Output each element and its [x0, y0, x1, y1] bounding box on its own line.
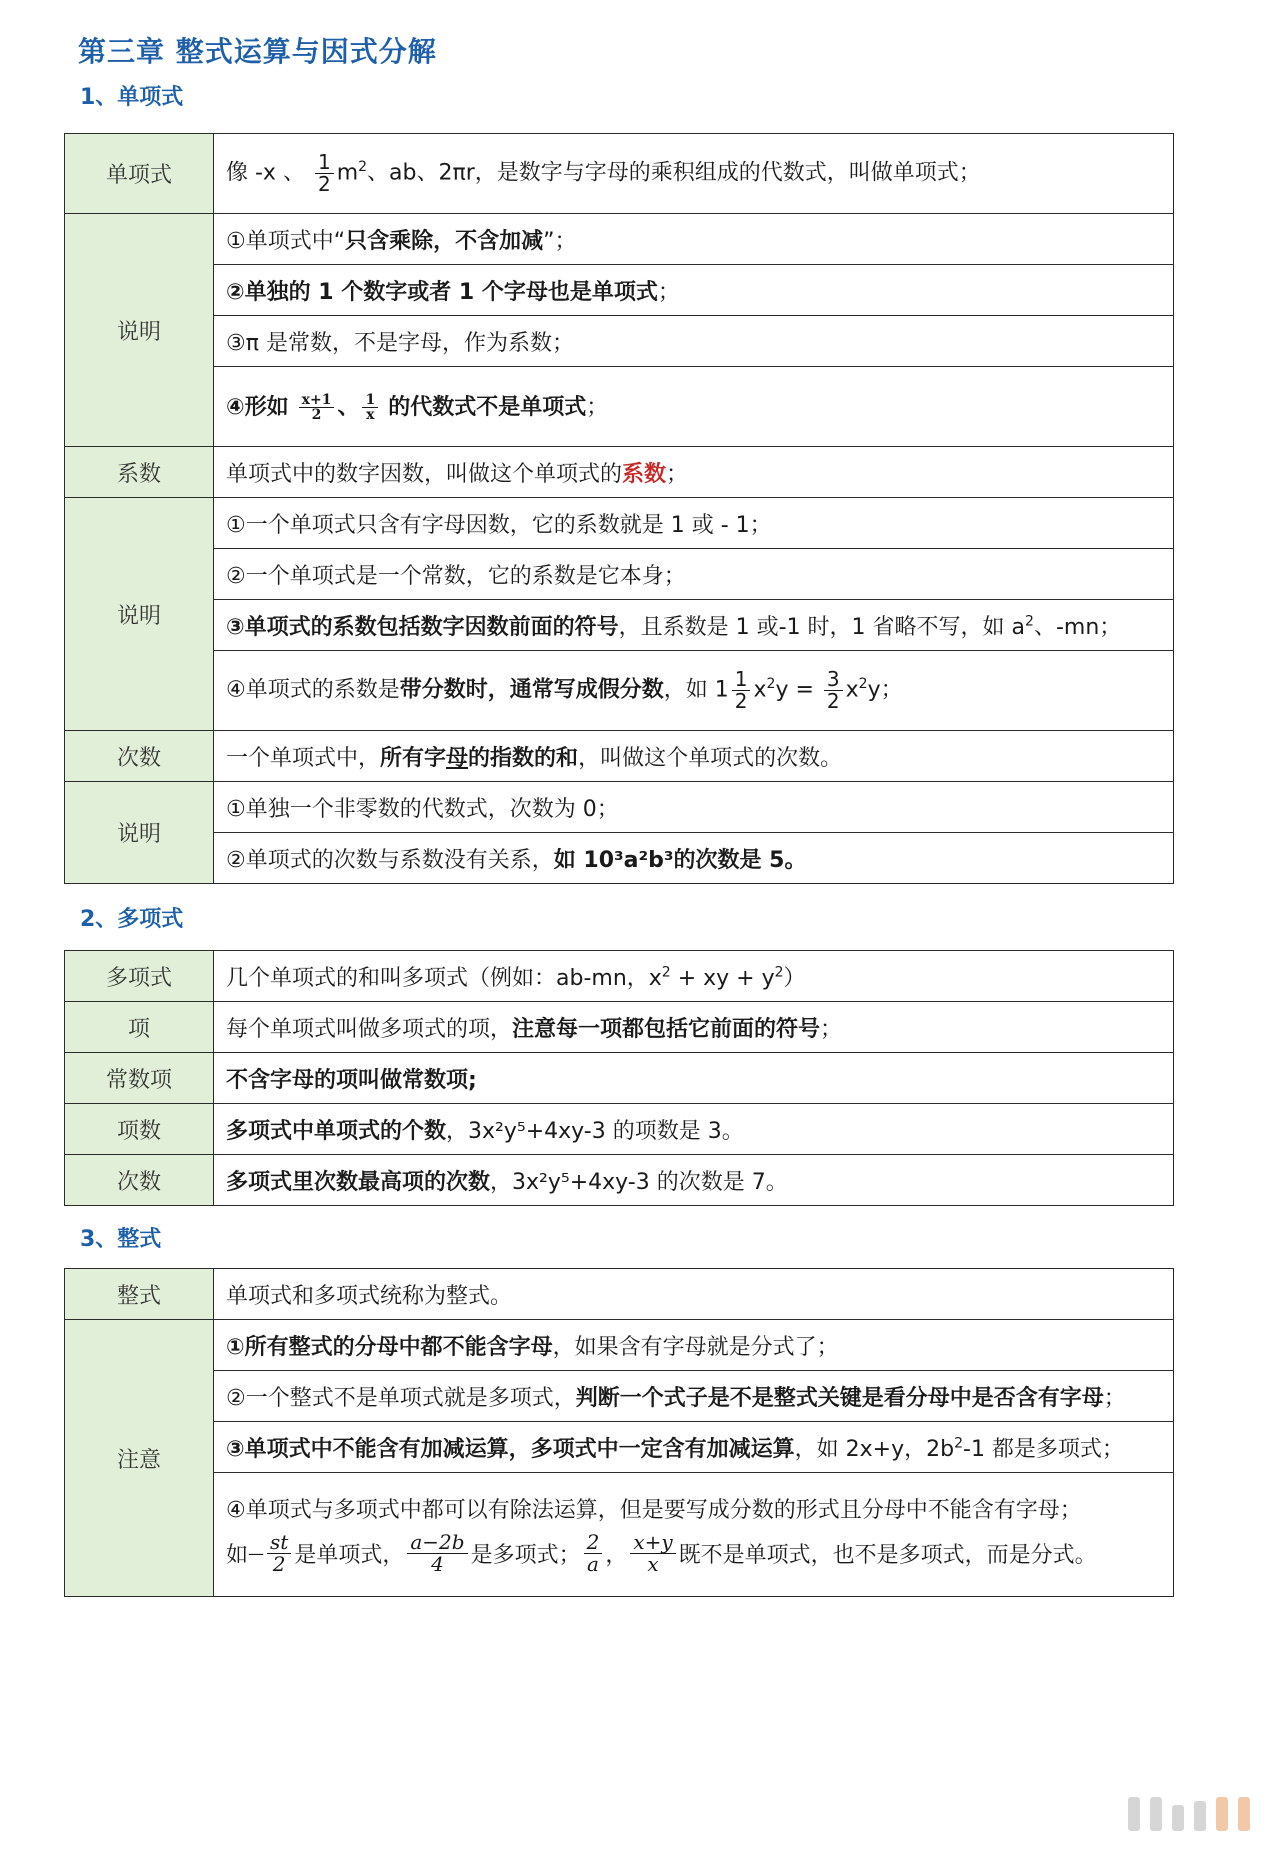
- row-content: [214, 600, 1174, 651]
- text: 是多项式；: [470, 1543, 581, 1568]
- table-row: [65, 833, 1174, 884]
- row-content: [214, 1473, 1174, 1597]
- numerator: 1: [362, 393, 378, 409]
- bold-text: 如 10³a²b³的次数是 5。: [553, 847, 807, 873]
- text: x: [845, 677, 859, 703]
- text: ，3x²y⁵+4xy-3 的项数是 3。: [446, 1118, 744, 1144]
- fraction: [267, 1532, 291, 1575]
- bold-text: 带分数时，通常写成假分数: [399, 677, 664, 703]
- table-row: [65, 600, 1174, 651]
- numerator: 2: [584, 1532, 603, 1554]
- row-content: [214, 731, 1174, 782]
- row-label: 说明: [65, 782, 214, 884]
- fraction: [824, 669, 843, 712]
- table-row: [65, 367, 1174, 447]
- row-content: [214, 1320, 1174, 1371]
- row-label: 次数: [65, 1155, 214, 1206]
- superscript: 2: [358, 159, 368, 176]
- text: -1 都是多项式；: [963, 1436, 1124, 1462]
- text: ，如果含有字母就是分式了；: [552, 1334, 839, 1360]
- section-title-monomial: 1、单项式: [80, 85, 184, 110]
- bold-text: 注意每一项都包括它前面的符号: [512, 1016, 821, 1042]
- row-content: [214, 367, 1174, 447]
- fraction: [630, 1532, 675, 1575]
- integral-expression-table: [64, 1268, 1174, 1597]
- row-content: [214, 134, 1174, 214]
- text: ；: [1103, 1385, 1126, 1411]
- table-row: [65, 1104, 1174, 1155]
- superscript: 2: [661, 964, 671, 981]
- text: ”；: [543, 228, 577, 254]
- table-row: [65, 782, 1174, 833]
- row-content: [214, 651, 1174, 731]
- bold-text: ④形如: [226, 394, 289, 420]
- text: y =: [775, 677, 821, 703]
- bold-text: 只含乘除，不含加减: [345, 228, 544, 254]
- row-label: 系数: [65, 447, 214, 498]
- table-row: [65, 134, 1174, 214]
- superscript: 2: [858, 676, 868, 693]
- text: + xy + y: [670, 965, 775, 991]
- table-row: [65, 1320, 1174, 1371]
- text: x: [753, 677, 767, 703]
- fraction: [584, 1532, 603, 1575]
- row-label: 多项式: [65, 951, 214, 1002]
- bold-text: 所有字: [380, 745, 447, 771]
- row-content: [214, 951, 1174, 1002]
- text: y；: [867, 677, 903, 703]
- text: ，: [605, 1543, 628, 1568]
- text: ④单项式的系数是: [226, 677, 400, 703]
- fraction: [732, 669, 751, 712]
- section-title-polynomial: 2、多项式: [80, 907, 184, 932]
- bold-text: 多项式中单项式的个数: [226, 1118, 447, 1144]
- table-row: [65, 265, 1174, 316]
- bold-text: 的代数式不是单项式: [388, 394, 587, 420]
- denominator: 2: [272, 1552, 286, 1576]
- superscript: 2: [954, 1435, 963, 1452]
- denominator: 2: [826, 689, 840, 713]
- row-content: ①单独一个非零数的代数式，次数为 0；: [214, 782, 1174, 833]
- row-label: 项: [65, 1002, 214, 1053]
- table-row: [65, 1155, 1174, 1206]
- bold-text: 、: [337, 394, 360, 420]
- bold-text: ③单项式中不能含有加减运算，多项式中一定含有加减运算: [226, 1436, 795, 1462]
- numerator: x+y: [630, 1532, 675, 1554]
- fraction: [362, 393, 378, 423]
- fraction: [407, 1532, 467, 1575]
- row-label: 整式: [65, 1269, 214, 1320]
- row-content: ③π 是常数，不是字母，作为系数；: [214, 316, 1174, 367]
- chapter-title: 第三章 整式运算与因式分解: [78, 35, 437, 68]
- row-content: [214, 833, 1174, 884]
- section-title-integral-expression: 3、整式: [80, 1227, 162, 1252]
- text: 像 -x 、: [226, 160, 305, 186]
- text: ；: [657, 279, 680, 305]
- text: 、-mn；: [1033, 614, 1122, 640]
- minus-sign: —: [248, 1544, 265, 1563]
- numerator: st: [267, 1532, 291, 1554]
- text: ，叫做这个单项式的次数。: [578, 745, 843, 771]
- table-row: [65, 1473, 1174, 1597]
- table-row: [65, 447, 1174, 498]
- denominator: 2: [317, 172, 331, 196]
- text: ②一个整式不是单项式就是多项式，: [226, 1385, 576, 1411]
- row-content: ②一个单项式是一个常数，它的系数是它本身；: [214, 549, 1174, 600]
- numerator: 3: [824, 669, 843, 691]
- row-label: 说明: [65, 214, 214, 447]
- row-content: [214, 214, 1174, 265]
- text: 几个单项式的和叫多项式（例如：ab-mn，x: [226, 965, 662, 991]
- table-row: [65, 498, 1174, 549]
- row-content: [214, 1422, 1174, 1473]
- text: m: [336, 160, 359, 186]
- fraction: [299, 393, 335, 423]
- table-row: [65, 951, 1174, 1002]
- bold-text: 的指数的和: [468, 745, 579, 771]
- row-content: 单项式和多项式统称为整式。: [214, 1269, 1174, 1320]
- text: 如: [226, 1543, 249, 1568]
- row-content: [214, 1371, 1174, 1422]
- table-row: [65, 316, 1174, 367]
- denominator: x: [647, 1552, 659, 1576]
- row-label: 说明: [65, 498, 214, 731]
- row-label: 次数: [65, 731, 214, 782]
- table-row: [65, 214, 1174, 265]
- table-row: [65, 1002, 1174, 1053]
- table-row: [65, 1371, 1174, 1422]
- bold-text: ②单独的 1 个数字或者 1 个字母也是单项式: [226, 279, 658, 305]
- row-label: 注意: [65, 1320, 214, 1597]
- text: ，3x²y⁵+4xy-3 的次数是 7。: [490, 1169, 788, 1195]
- superscript: 2: [1025, 613, 1034, 630]
- text: 既不是单项式，也不是多项式，而是分式。: [678, 1543, 1097, 1568]
- underlined-text: 母: [446, 745, 469, 771]
- watermark-bars-icon: [1128, 1797, 1250, 1831]
- text: 、ab、2πr，是数字与字母的乘积组成的代数式，叫做单项式；: [367, 160, 981, 186]
- row-content: [214, 1155, 1174, 1206]
- text: ）: [783, 965, 806, 991]
- denominator: 4: [431, 1552, 444, 1576]
- row-content: ①一个单项式只含有字母因数，它的系数就是 1 或 - 1；: [214, 498, 1174, 549]
- table-row: [65, 549, 1174, 600]
- text: ；: [666, 461, 689, 487]
- highlight-text: 系数: [622, 461, 667, 487]
- text: ，且系数是 1 或-1 时，1 省略不写，如 a: [618, 614, 1026, 640]
- denominator: 2: [311, 407, 322, 424]
- superscript: 2: [774, 964, 784, 981]
- fraction: [315, 152, 334, 195]
- denominator: x: [366, 407, 375, 424]
- numerator: a−2b: [407, 1532, 467, 1554]
- text: ；: [820, 1016, 843, 1042]
- text: ④单项式与多项式中都可以有除法运算，但是要写成分数的形式且分母中不能含有字母；: [226, 1498, 1082, 1523]
- row-content: [214, 1002, 1174, 1053]
- text: 一个单项式中，: [226, 745, 381, 771]
- text: ，如 2x+y，2b: [794, 1436, 955, 1462]
- table-row: [65, 1269, 1174, 1320]
- table-row: [65, 651, 1174, 731]
- text: ①单项式中“: [226, 228, 346, 254]
- row-content: 不含字母的项叫做常数项;: [214, 1053, 1174, 1104]
- row-content: [214, 1104, 1174, 1155]
- polynomial-table: [64, 950, 1174, 1206]
- table-row: [65, 1053, 1174, 1104]
- row-content: [214, 447, 1174, 498]
- numerator: x+1: [299, 393, 335, 409]
- text: ；: [586, 394, 609, 420]
- row-label: 常数项: [65, 1053, 214, 1104]
- table-row: [65, 1422, 1174, 1473]
- denominator: a: [586, 1552, 599, 1576]
- text: 单项式中的数字因数，叫做这个单项式的: [226, 461, 623, 487]
- monomial-table: [64, 133, 1174, 884]
- text: 每个单项式叫做多项式的项，: [226, 1016, 513, 1042]
- row-content: [214, 265, 1174, 316]
- numerator: 1: [732, 669, 751, 691]
- text: ②单项式的次数与系数没有关系，: [226, 847, 554, 873]
- numerator: 1: [315, 152, 334, 174]
- denominator: 2: [734, 689, 748, 713]
- bold-text: 多项式里次数最高项的次数: [226, 1169, 491, 1195]
- row-label: 单项式: [65, 134, 214, 214]
- table-row: [65, 731, 1174, 782]
- bold-text: 判断一个式子是不是整式关键是看分母中是否含有字母: [575, 1385, 1104, 1411]
- bold-text: ③单项式的系数包括数字因数前面的符号: [226, 614, 619, 640]
- examples-line: [226, 1532, 1161, 1575]
- superscript: 2: [766, 676, 776, 693]
- row-label: 项数: [65, 1104, 214, 1155]
- text: 是单项式，: [294, 1543, 405, 1568]
- text: ，如 1: [663, 677, 729, 703]
- bold-text: ①所有整式的分母中都不能含字母: [226, 1334, 553, 1360]
